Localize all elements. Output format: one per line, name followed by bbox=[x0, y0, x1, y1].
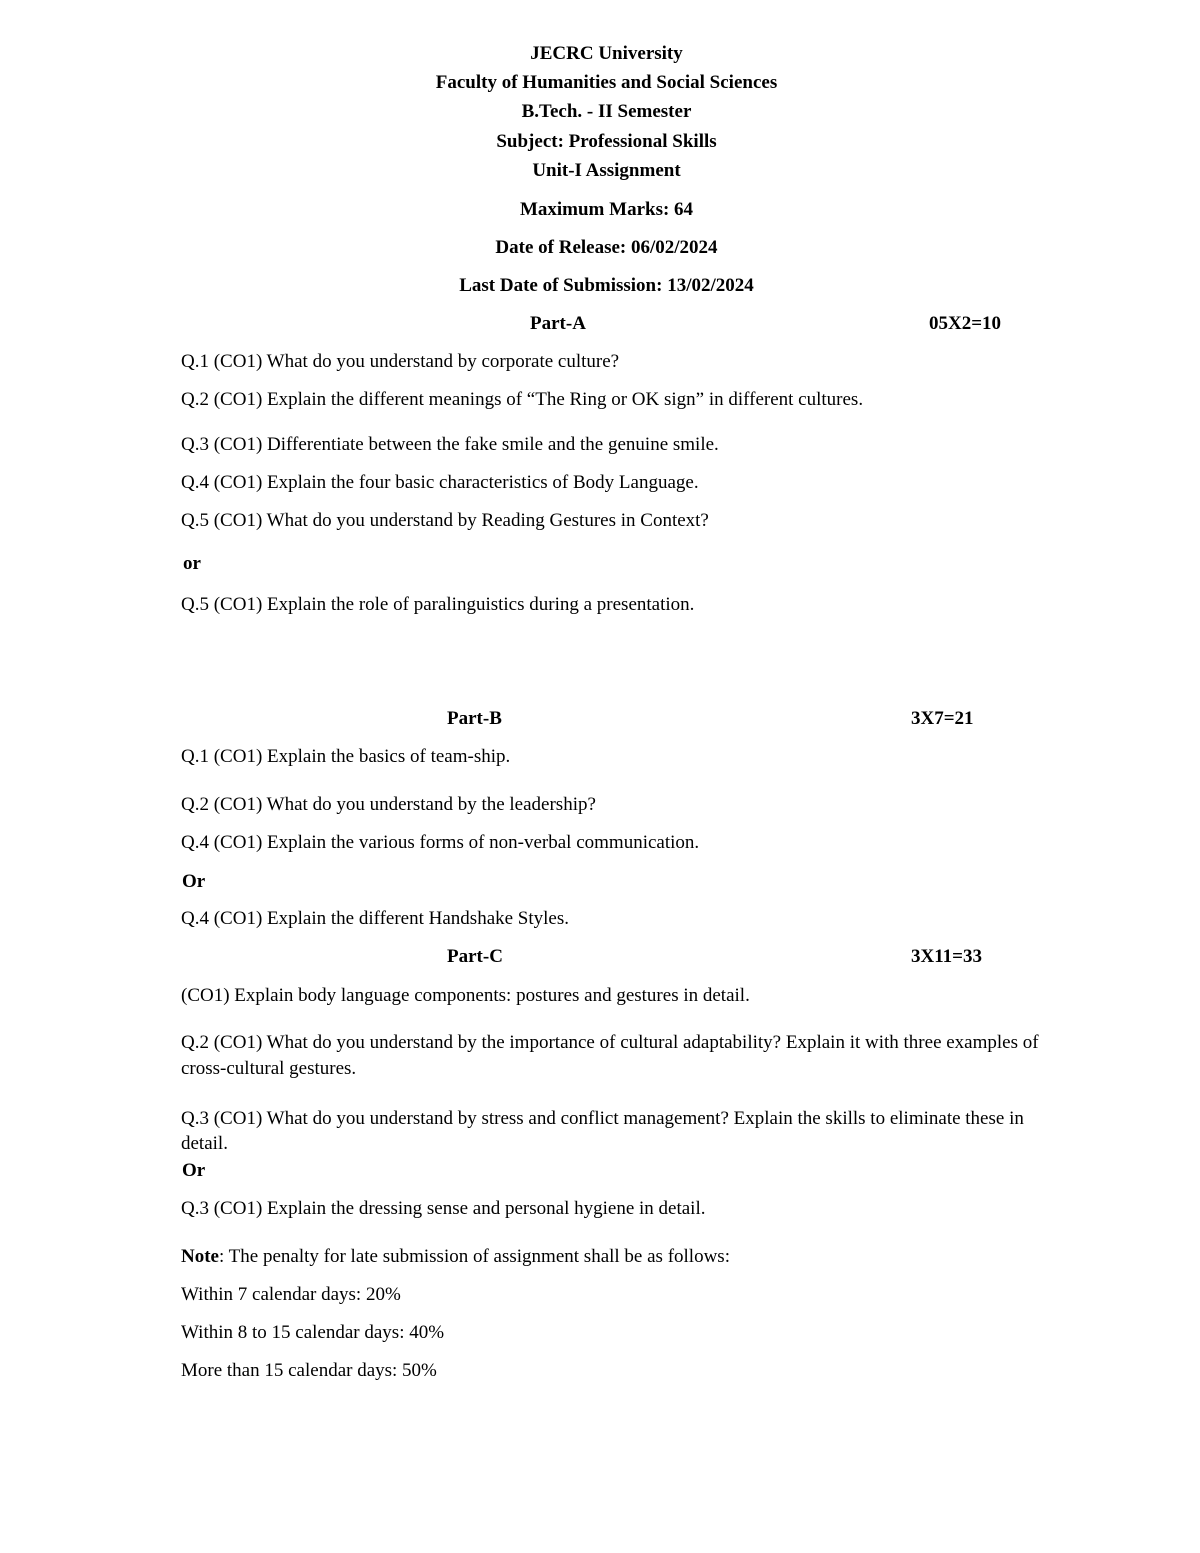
part-a-question-3: Q.3 (CO1) Differentiate between the fake smile and the genuine smile. bbox=[181, 434, 719, 455]
note-text: : The penalty for late submission of assignment shall be as follows: bbox=[218, 1246, 730, 1267]
part-a-title: Part-A bbox=[530, 313, 586, 334]
part-c-title: Part-C bbox=[447, 946, 503, 967]
subject-name: Subject: Professional Skills bbox=[496, 131, 717, 152]
part-b-question-4: Q.4 (CO1) Explain the various forms of non-verbal communication. bbox=[181, 832, 700, 853]
part-c-alternate-question: Q.3 (CO1) Explain the dressing sense and personal hygiene in detail. bbox=[181, 1198, 706, 1219]
part-c-marks: 3X11=33 bbox=[911, 946, 982, 967]
penalty-note bbox=[181, 1247, 730, 1266]
part-a-question-2: Q.2 (CO1) Explain the different meanings of “The Ring or OK sign” in different cultures. bbox=[181, 389, 864, 410]
penalty-item-3: More than 15 calendar days: 50% bbox=[181, 1360, 437, 1381]
part-a-or-label: or bbox=[183, 553, 201, 574]
note-label: Note bbox=[181, 1246, 219, 1267]
max-marks: Maximum Marks: 64 bbox=[519, 199, 694, 220]
part-c-or-label: Or bbox=[182, 1160, 206, 1181]
part-a-question-1: Q.1 (CO1) What do you understand by corporate culture? bbox=[181, 351, 620, 372]
part-b-alternate-question: Q.4 (CO1) Explain the different Handshake Styles. bbox=[181, 908, 570, 929]
faculty-name: Faculty of Humanities and Social Sciences bbox=[435, 72, 778, 93]
part-c-question-3: Q.3 (CO1) What do you understand by stress and conflict management? Explain the skills to eliminate these in detail. bbox=[181, 1108, 1024, 1154]
part-a-question-4: Q.4 (CO1) Explain the four basic characteristics of Body Language. bbox=[181, 472, 699, 493]
part-b-or-label: Or bbox=[182, 871, 206, 892]
program-name: B.Tech. - II Semester bbox=[521, 101, 692, 122]
assignment-title: Unit-I Assignment bbox=[532, 160, 681, 181]
university-name: JECRC University bbox=[530, 43, 683, 64]
part-b-title: Part-B bbox=[447, 708, 502, 729]
part-a-alternate-question: Q.5 (CO1) Explain the role of paralinguistics during a presentation. bbox=[181, 594, 695, 615]
part-b-marks: 3X7=21 bbox=[911, 708, 974, 729]
part-b-question-2: Q.2 (CO1) What do you understand by the leadership? bbox=[181, 794, 596, 815]
part-c-question-2: Q.2 (CO1) What do you understand by the importance of cultural adaptability? Explain it with three examples of cross-cultural gestures. bbox=[181, 1032, 1039, 1079]
part-a-marks: 05X2=10 bbox=[929, 313, 1002, 334]
penalty-item-2: Within 8 to 15 calendar days: 40% bbox=[181, 1322, 445, 1343]
part-c-question-1: (CO1) Explain body language components: postures and gestures in detail. bbox=[181, 985, 750, 1006]
release-date: Date of Release: 06/02/2024 bbox=[495, 237, 718, 258]
part-a-question-5: Q.5 (CO1) What do you understand by Reading Gestures in Context? bbox=[181, 510, 709, 531]
submission-date: Last Date of Submission: 13/02/2024 bbox=[459, 275, 754, 296]
part-b-question-1: Q.1 (CO1) Explain the basics of team-ship. bbox=[181, 746, 511, 767]
penalty-item-1: Within 7 calendar days: 20% bbox=[181, 1284, 401, 1305]
